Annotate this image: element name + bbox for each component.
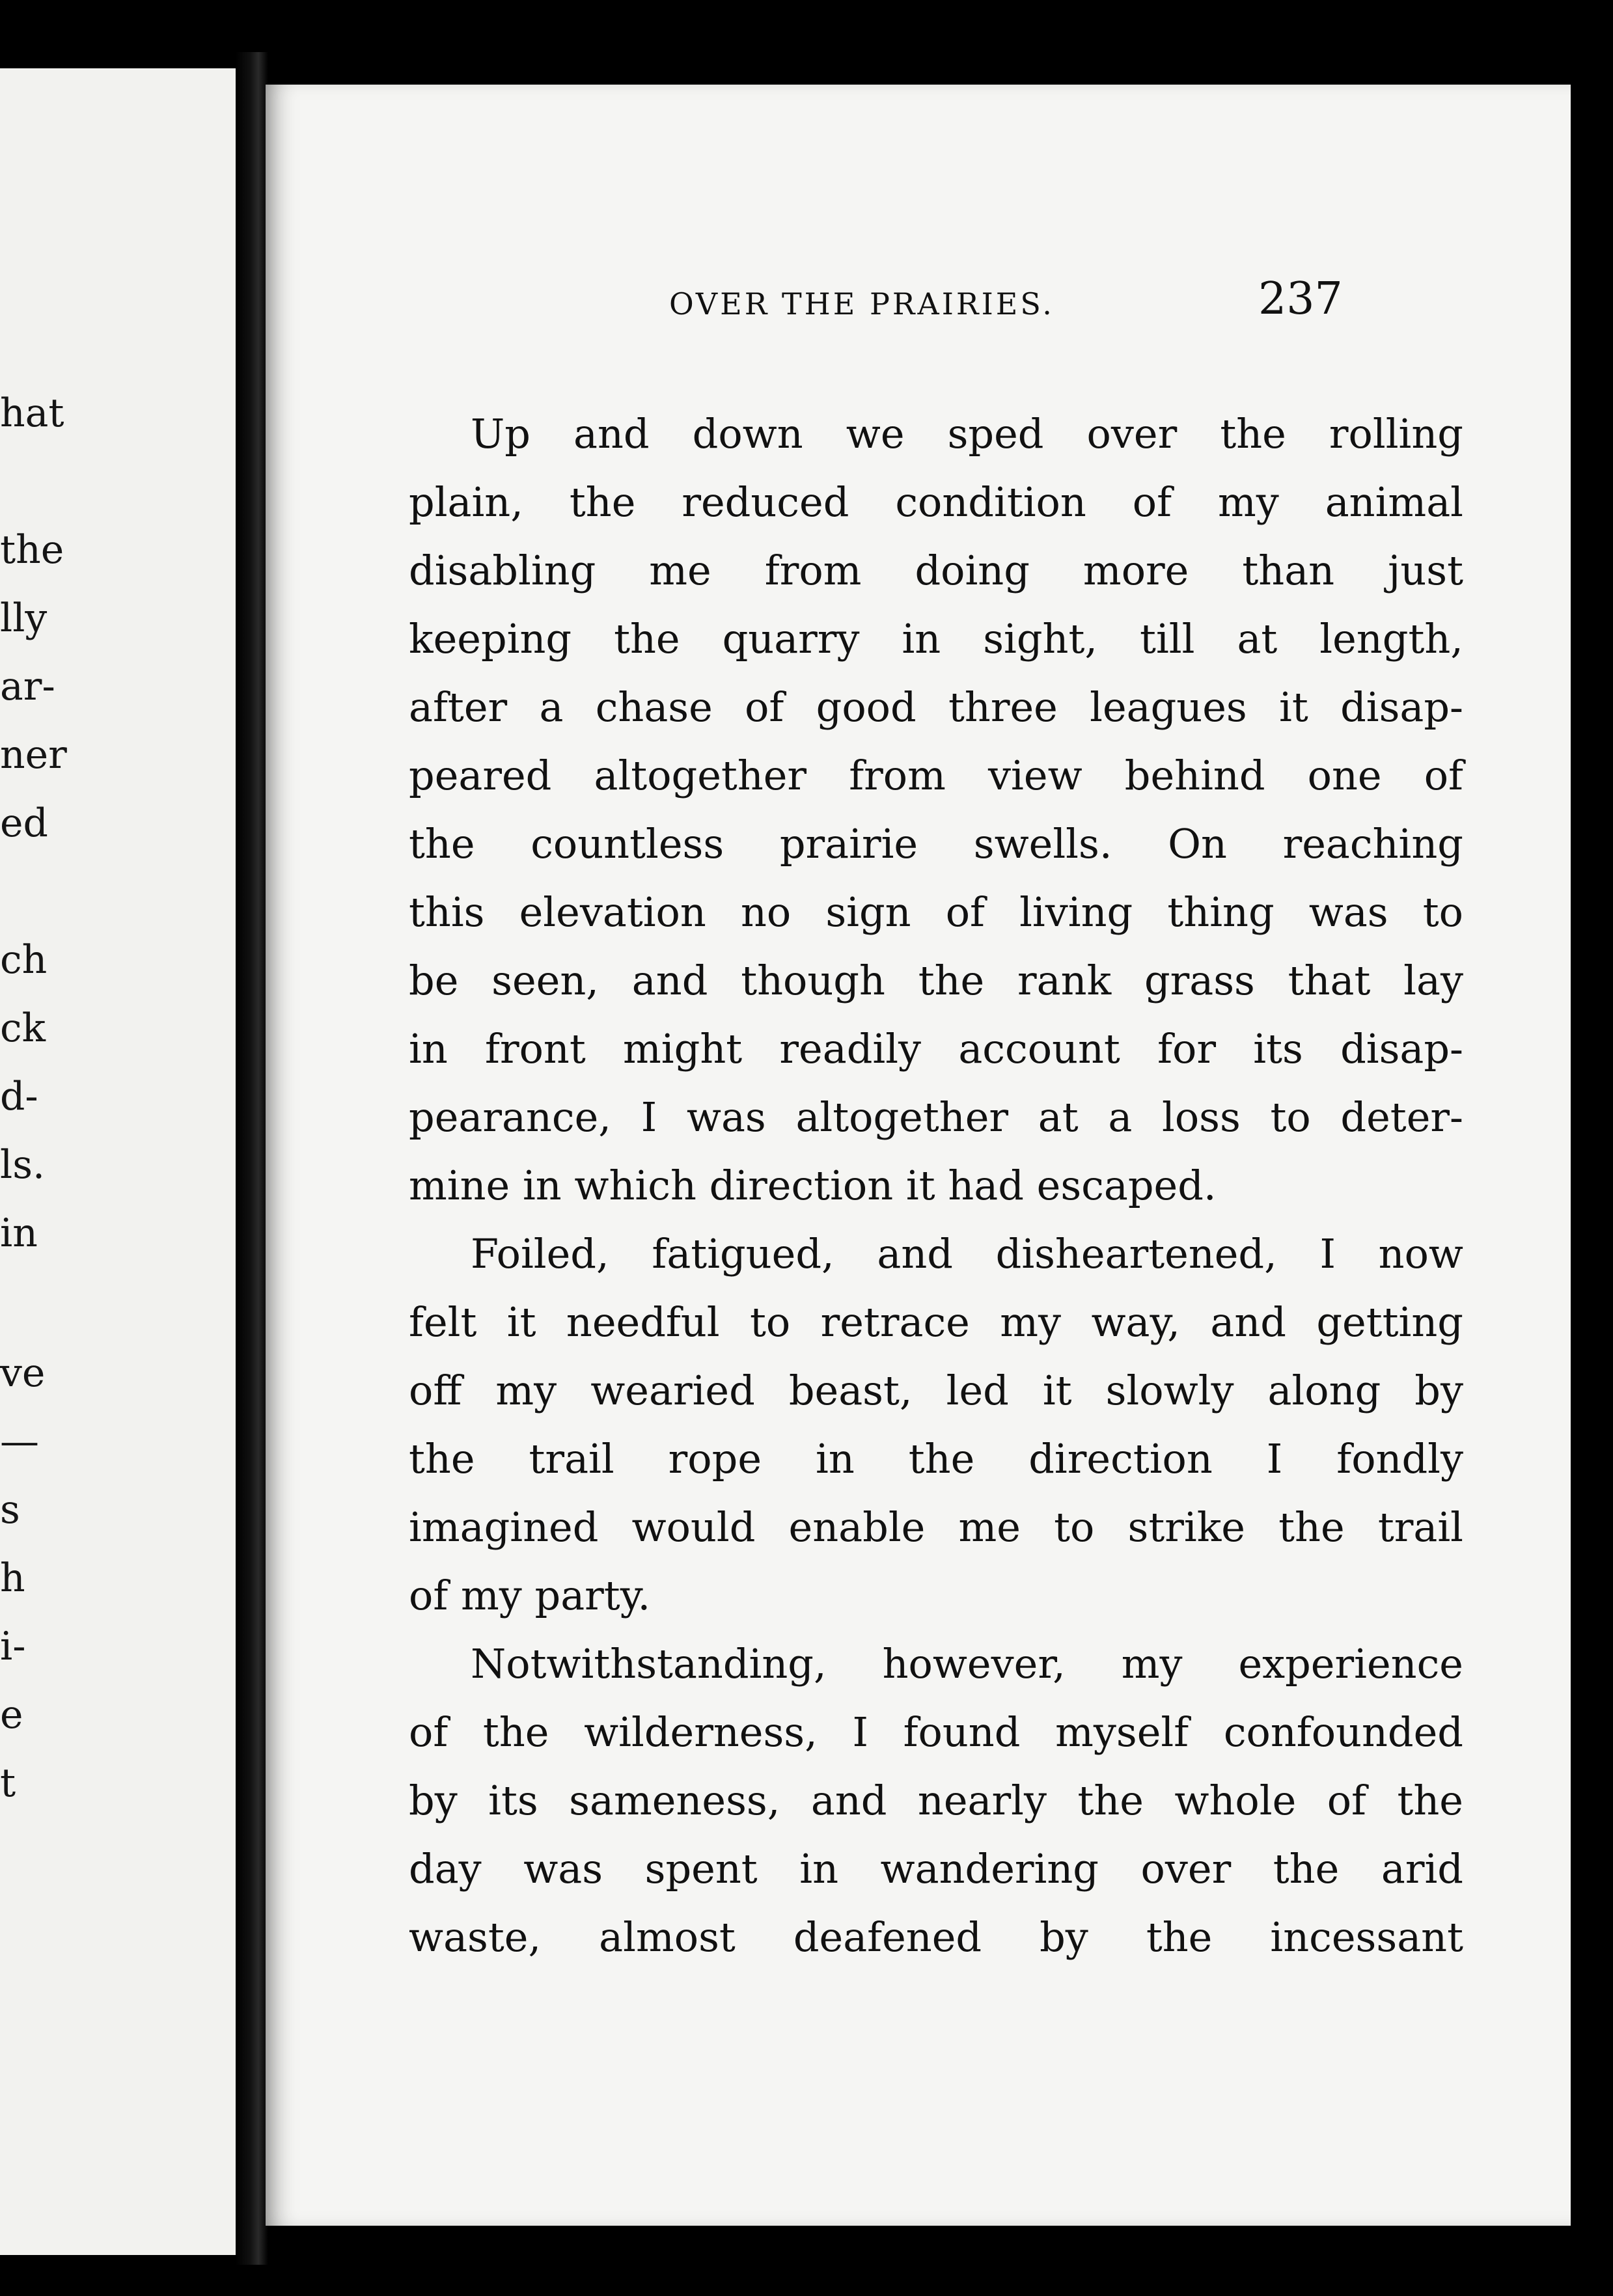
margin-fragment: s [0, 1487, 20, 1533]
margin-fragment: ed [0, 800, 48, 846]
margin-fragment: h [0, 1555, 25, 1601]
margin-fragment: t [0, 1760, 16, 1806]
text-line: after a chase of good three leagues it disap- [409, 683, 1463, 731]
text-line: be seen, and though the rank grass that lay [409, 957, 1463, 1004]
margin-fragment: ls. [0, 1142, 46, 1188]
text-line: waste, almost deafened by the incessant [409, 1913, 1463, 1961]
text-line: disabling me from doing more than just [409, 547, 1463, 594]
text-line: off my wearied beast, led it slowly along by [409, 1367, 1463, 1414]
margin-fragment: — [0, 1419, 39, 1464]
text-line: plain, the reduced condition of my animal [409, 478, 1463, 526]
text-line: the trail rope in the direction I fondly [409, 1435, 1463, 1483]
text-line: keeping the quarry in sight, till at length, [409, 615, 1463, 663]
text-line: day was spent in wandering over the arid [409, 1845, 1463, 1893]
margin-fragment: i- [0, 1624, 26, 1669]
margin-fragment: ner [0, 732, 67, 778]
margin-fragment: ch [0, 937, 48, 983]
text-line: felt it needful to retrace my way, and getting [409, 1298, 1463, 1346]
page-number: 237 [1258, 273, 1343, 325]
text-line: of the wilderness, I found myself confounded [409, 1708, 1463, 1756]
text-line: this elevation no sign of living thing was to [409, 888, 1463, 936]
margin-fragment: hat [0, 390, 64, 436]
margin-fragment: the [0, 527, 64, 573]
book-page [266, 85, 1571, 2226]
text-line: mine in which direction it had escaped. [409, 1162, 1217, 1209]
text-line: Up and down we sped over the rolling [471, 410, 1463, 458]
text-line: in front might readily account for its disap- [409, 1025, 1463, 1073]
book-gutter [236, 52, 268, 2265]
margin-fragment: ck [0, 1005, 46, 1051]
text-line: Foiled, fatigued, and disheartened, I now [471, 1230, 1463, 1278]
text-line: the countless prairie swells. On reaching [409, 820, 1463, 868]
text-line: Notwithstanding, however, my experience [471, 1640, 1463, 1688]
text-line: pearance, I was altogether at a loss to deter- [409, 1093, 1463, 1141]
margin-fragment: in [0, 1210, 38, 1256]
facing-page-fragment [0, 68, 241, 2255]
margin-fragment: ar- [0, 664, 55, 709]
margin-fragment: d- [0, 1074, 38, 1119]
margin-fragment: ve [0, 1350, 46, 1396]
margin-fragment: lly [0, 595, 48, 641]
text-line: peared altogether from view behind one of [409, 752, 1463, 799]
text-line: of my party. [409, 1572, 651, 1619]
margin-fragment: e [0, 1692, 23, 1738]
text-line: imagined would enable me to strike the trail [409, 1503, 1463, 1551]
running-head: OVER THE PRAIRIES. [669, 286, 1055, 321]
text-line: by its sameness, and nearly the whole of the [409, 1777, 1463, 1824]
